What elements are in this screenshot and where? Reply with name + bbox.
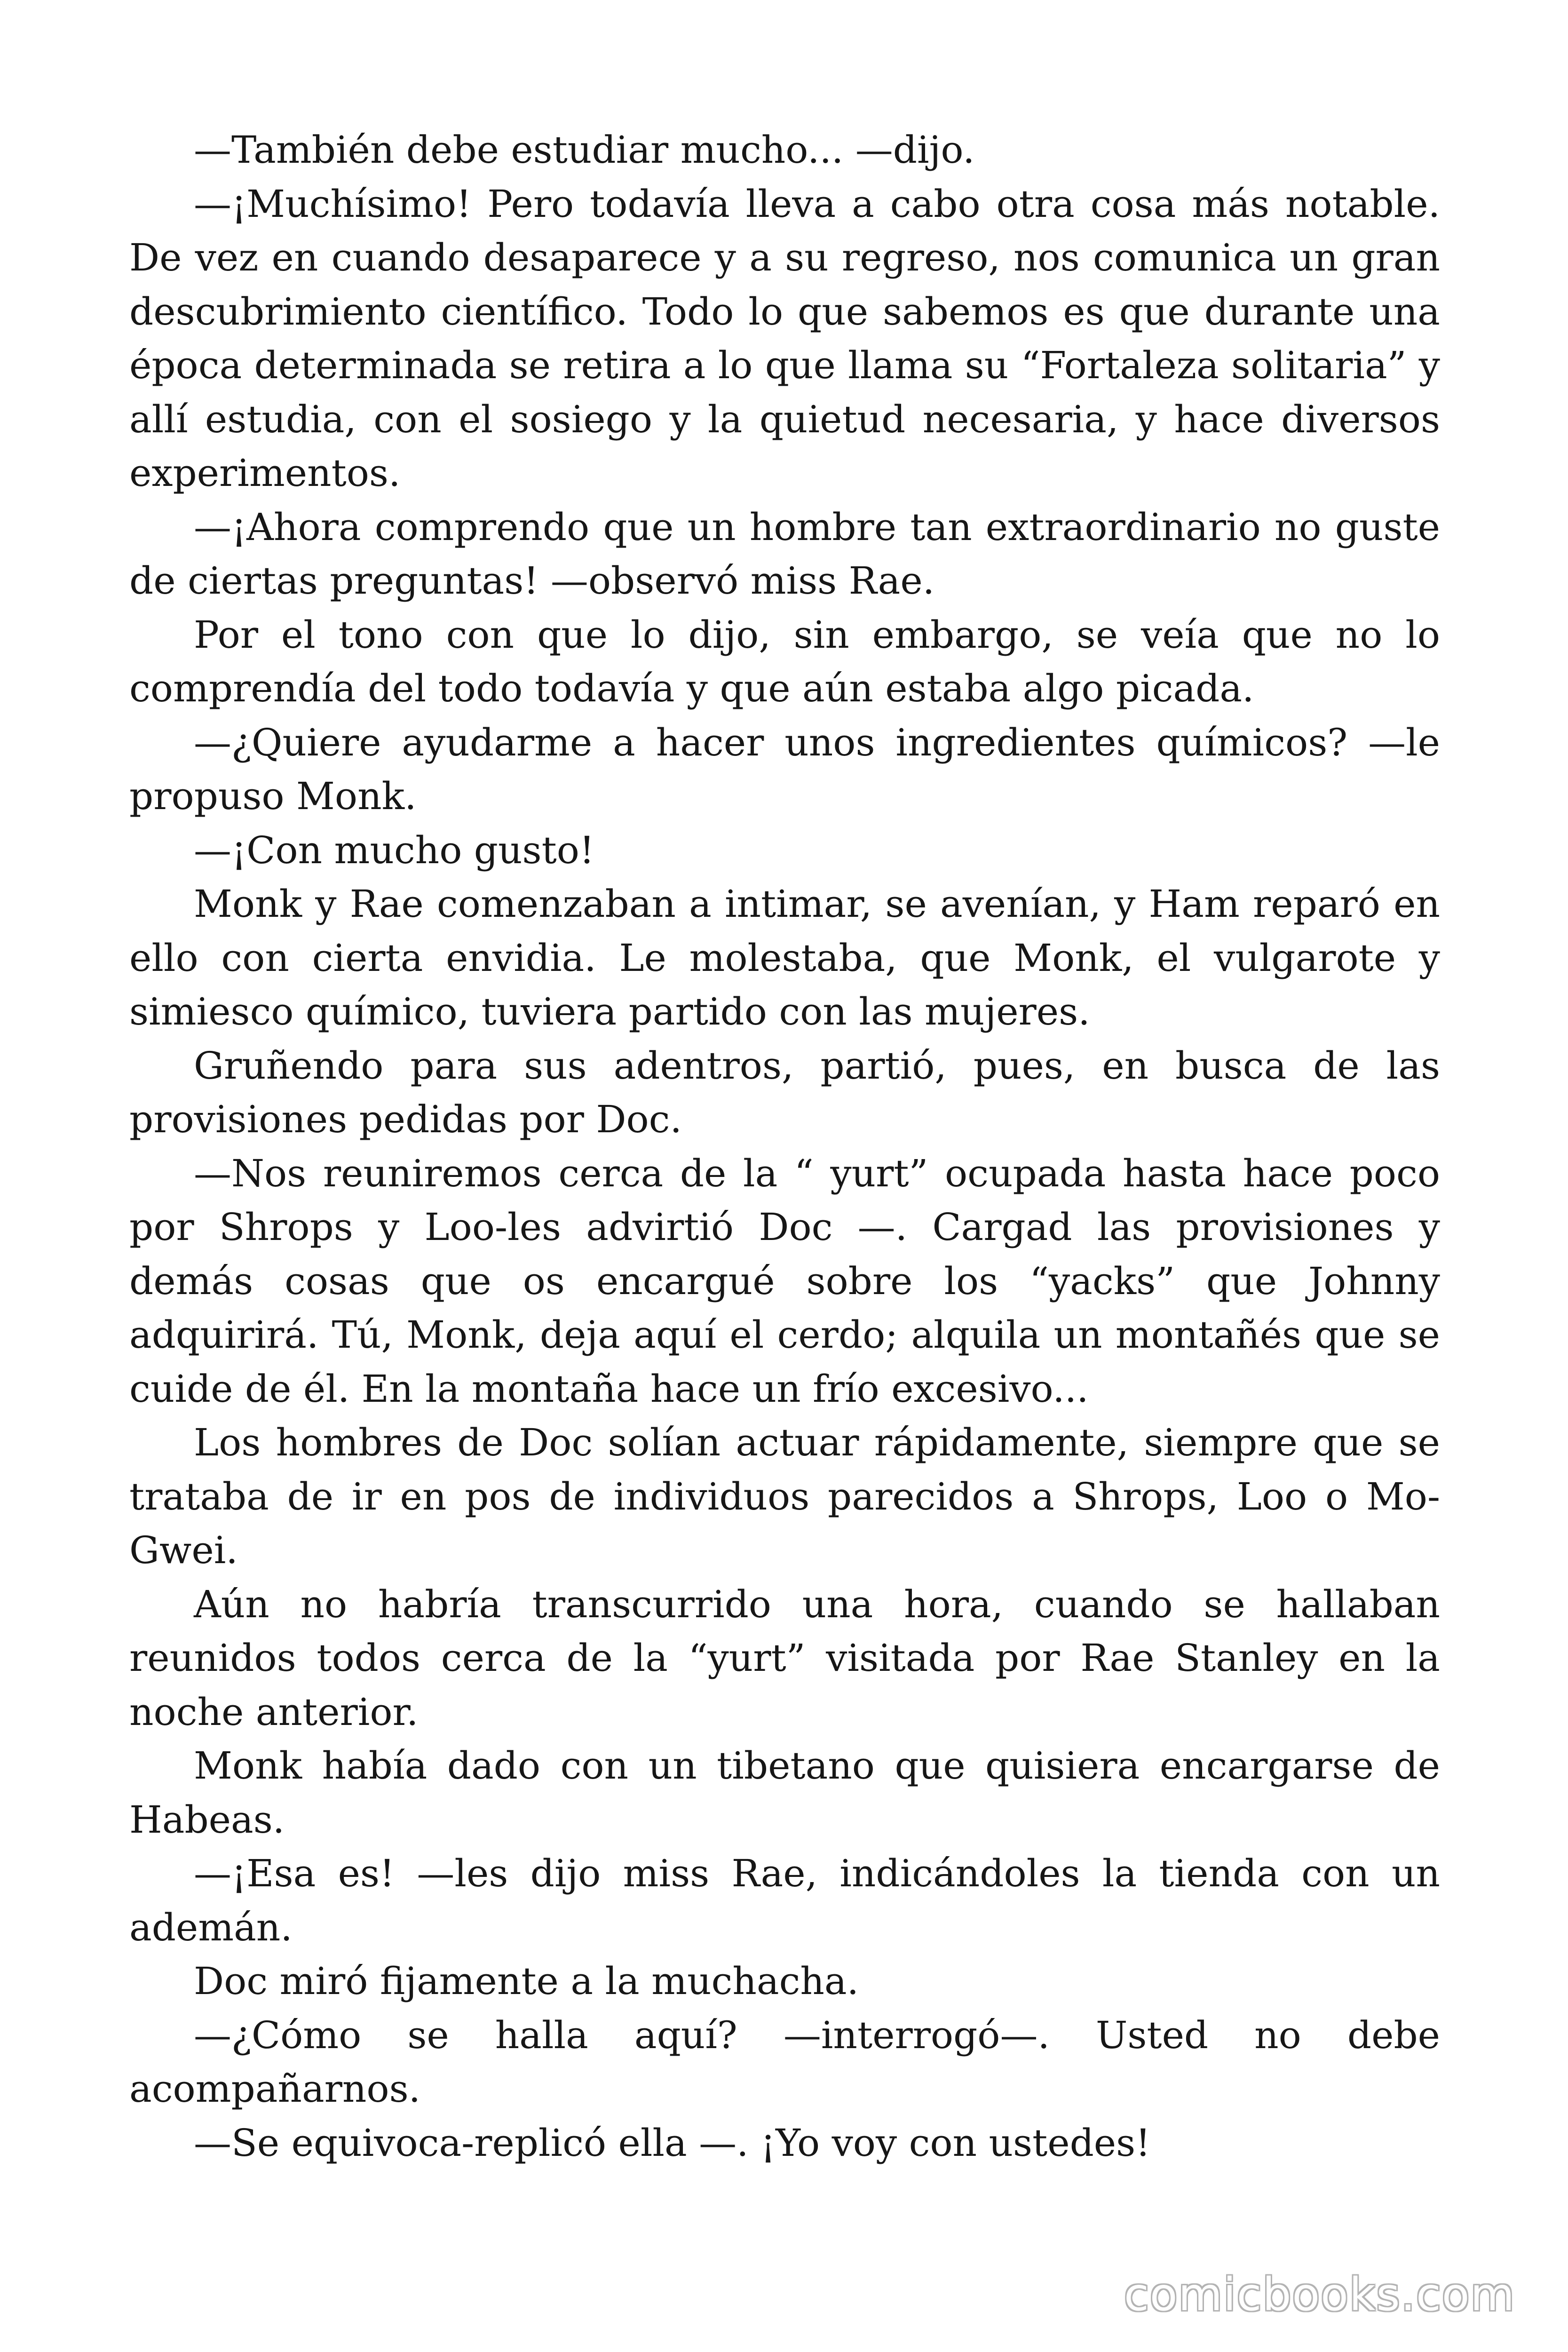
paragraph-10: Los hombres de Doc solían actuar rápidamente, siempre que se trataba de ir en pos de individuos parecidos a Shrops, Loo o Mo-Gwei. xyxy=(129,1421,1440,1572)
body-text xyxy=(129,123,1440,2170)
paragraph-9: —Nos reuniremos cerca de la “ yurt” ocupada hasta hace poco por Shrops y Loo-les advirtió Doc —. Cargad las provisiones y demás cosas que os encargué sobre los “yacks” que Johnny adquirirá. Tú, Monk, deja aquí el cerdo; alquila un montañés que se cuide de él. En la montaña hace un frío excesivo... xyxy=(129,1151,1440,1411)
paragraph-13: —¡Esa es! —les dijo miss Rae, indicándoles la tienda con un ademán. xyxy=(129,1851,1440,1949)
paragraph-6: —¡Con mucho gusto! xyxy=(194,828,595,872)
paragraph-11: Aún no habría transcurrido una hora, cuando se hallaban reunidos todos cerca de la “yurt” visitada por Rae Stanley en la noche anterior. xyxy=(129,1582,1440,1734)
paragraph-4: Por el tono con que lo dijo, sin embargo, se veía que no lo comprendía del todo todavía y que aún estaba algo picada. xyxy=(129,612,1440,710)
watermark-logo: comicbooks.com xyxy=(1124,2268,1515,2321)
paragraph-2: —¡Muchísimo! Pero todavía lleva a cabo otra cosa más notable. De vez en cuando desaparece y a su regreso, nos comunica un gran descubrimiento científico. Todo lo que sabemos es que durante una época determinada se retira a lo que llama su “Fortaleza solitaria” y allí estudia, con el sosiego y la quietud necesaria, y hace diversos experimentos. xyxy=(129,182,1440,495)
paragraph-16: —Se equivoca-replicó ella —. ¡Yo voy con ustedes! xyxy=(194,2121,1151,2165)
paragraph-12: Monk había dado con un tibetano que quisiera encargarse de Habeas. xyxy=(129,1744,1440,1842)
paragraph-7: Monk y Rae comenzaban a intimar, se avenían, y Ham reparó en ello con cierta envidia. Le molestaba, que Monk, el vulgarote y simiesco químico, tuviera partido con las mujeres. xyxy=(129,882,1440,1033)
paragraph-5: —¿Quiere ayudarme a hacer unos ingredientes químicos? —le propuso Monk. xyxy=(129,720,1440,818)
paragraph-1: —También debe estudiar mucho... —dijo. xyxy=(194,128,975,172)
paragraph-3: —¡Ahora comprendo que un hombre tan extraordinario no guste de ciertas preguntas! —observó miss Rae. xyxy=(129,505,1440,603)
paragraph-15: —¿Cómo se halla aquí? —interrogó—. Usted no debe acompañarnos. xyxy=(129,2013,1440,2111)
paragraph-8: Gruñendo para sus adentros, partió, pues, en busca de las provisiones pedidas por Doc. xyxy=(129,1043,1440,1141)
paragraph-14: Doc miró fijamente a la muchacha. xyxy=(194,1959,859,2003)
